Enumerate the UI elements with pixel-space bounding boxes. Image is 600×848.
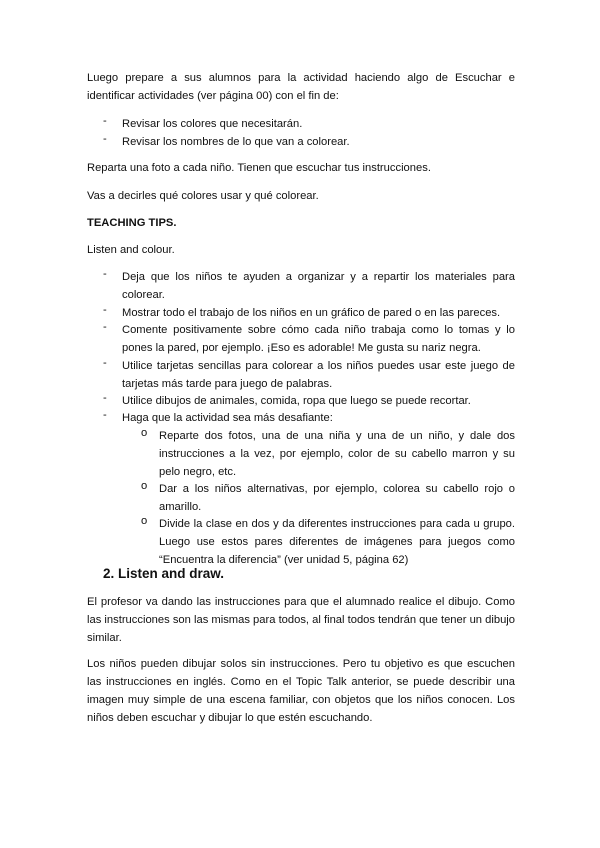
dash-marker: - xyxy=(103,357,107,369)
listen-colour-label: Listen and colour. xyxy=(87,244,175,256)
dash-marker: - xyxy=(103,115,107,127)
tip-6: Haga que la actividad sea más desafiante: xyxy=(122,412,333,424)
tip-3: Comente positivamente sobre cómo cada niño trabaja como lo tomas y lo pones la pared, por ejemplo. ¡Eso es adorable! Me gusta su nariz negra. xyxy=(122,324,515,354)
tip-2: Mostrar todo el trabajo de los niños en un gráfico de pared o en las pareces. xyxy=(122,307,501,319)
section-2-paragraph-1: El profesor va dando las instrucciones para que el alumnado realice el dibujo. Como las instrucciones son las mismas para todos, al final todos tendrán que tener un dibujo similar. xyxy=(87,596,515,644)
dash-marker: - xyxy=(103,304,107,316)
teaching-tips-heading: TEACHING TIPS. xyxy=(87,217,177,229)
sub-tip-3: Divide la clase en dos y da diferentes instrucciones para cada u grupo. Luego use estos pares diferentes de imágenes para juegos como “Encuentra la diferencia” (ver unidad 5, página 62) xyxy=(159,518,515,566)
dash-marker: - xyxy=(103,321,107,333)
intro-paragraph: Luego prepare a sus alumnos para la actividad haciendo algo de Escuchar e identificar actividades (ver página 00) con el fin de: xyxy=(87,72,515,102)
dash-marker: - xyxy=(103,133,107,145)
sub-tip-1: Reparte dos fotos, una de una niña y una de un niño, y dale dos instrucciones a la vez, por ejemplo, color de su cabello marron y su pelo negro, etc. xyxy=(159,430,515,478)
intro-bullet-2: Revisar los nombres de lo que van a colorear. xyxy=(122,136,350,148)
sub-marker: o xyxy=(141,515,148,527)
dash-marker: - xyxy=(103,268,107,280)
section-2-heading: 2. Listen and draw. xyxy=(103,566,225,581)
dash-marker: - xyxy=(103,392,107,404)
intro-bullet-1: Revisar los colores que necesitarán. xyxy=(122,118,303,130)
sub-tip-2: Dar a los niños alternativas, por ejemplo, colorea su cabello rojo o amarillo. xyxy=(159,483,515,513)
colors-paragraph: Vas a decirles qué colores usar y qué colorear. xyxy=(87,190,319,202)
sub-marker: o xyxy=(141,480,148,492)
dash-marker: - xyxy=(103,409,107,421)
tip-1: Deja que los niños te ayuden a organizar y a repartir los materiales para colorear. xyxy=(122,271,515,301)
sub-marker: o xyxy=(141,427,148,439)
tip-4: Utilice tarjetas sencillas para colorear a los niños puedes usar este juego de tarjetas más tarde para juego de palabras. xyxy=(122,360,515,390)
tip-5: Utilice dibujos de animales, comida, ropa que luego se puede recortar. xyxy=(122,395,471,407)
section-2-paragraph-2: Los niños pueden dibujar solos sin instrucciones. Pero tu objetivo es que escuchen las instrucciones en inglés. Como en el Topic Talk anterior, se puede describir una imagen muy simple de una escena familiar, con objetos que los niños conocen. Los niños deben escuchar y dibujar lo que estén escuchando. xyxy=(87,658,515,724)
photo-paragraph: Reparta una foto a cada niño. Tienen que escuchar tus instrucciones. xyxy=(87,162,431,174)
